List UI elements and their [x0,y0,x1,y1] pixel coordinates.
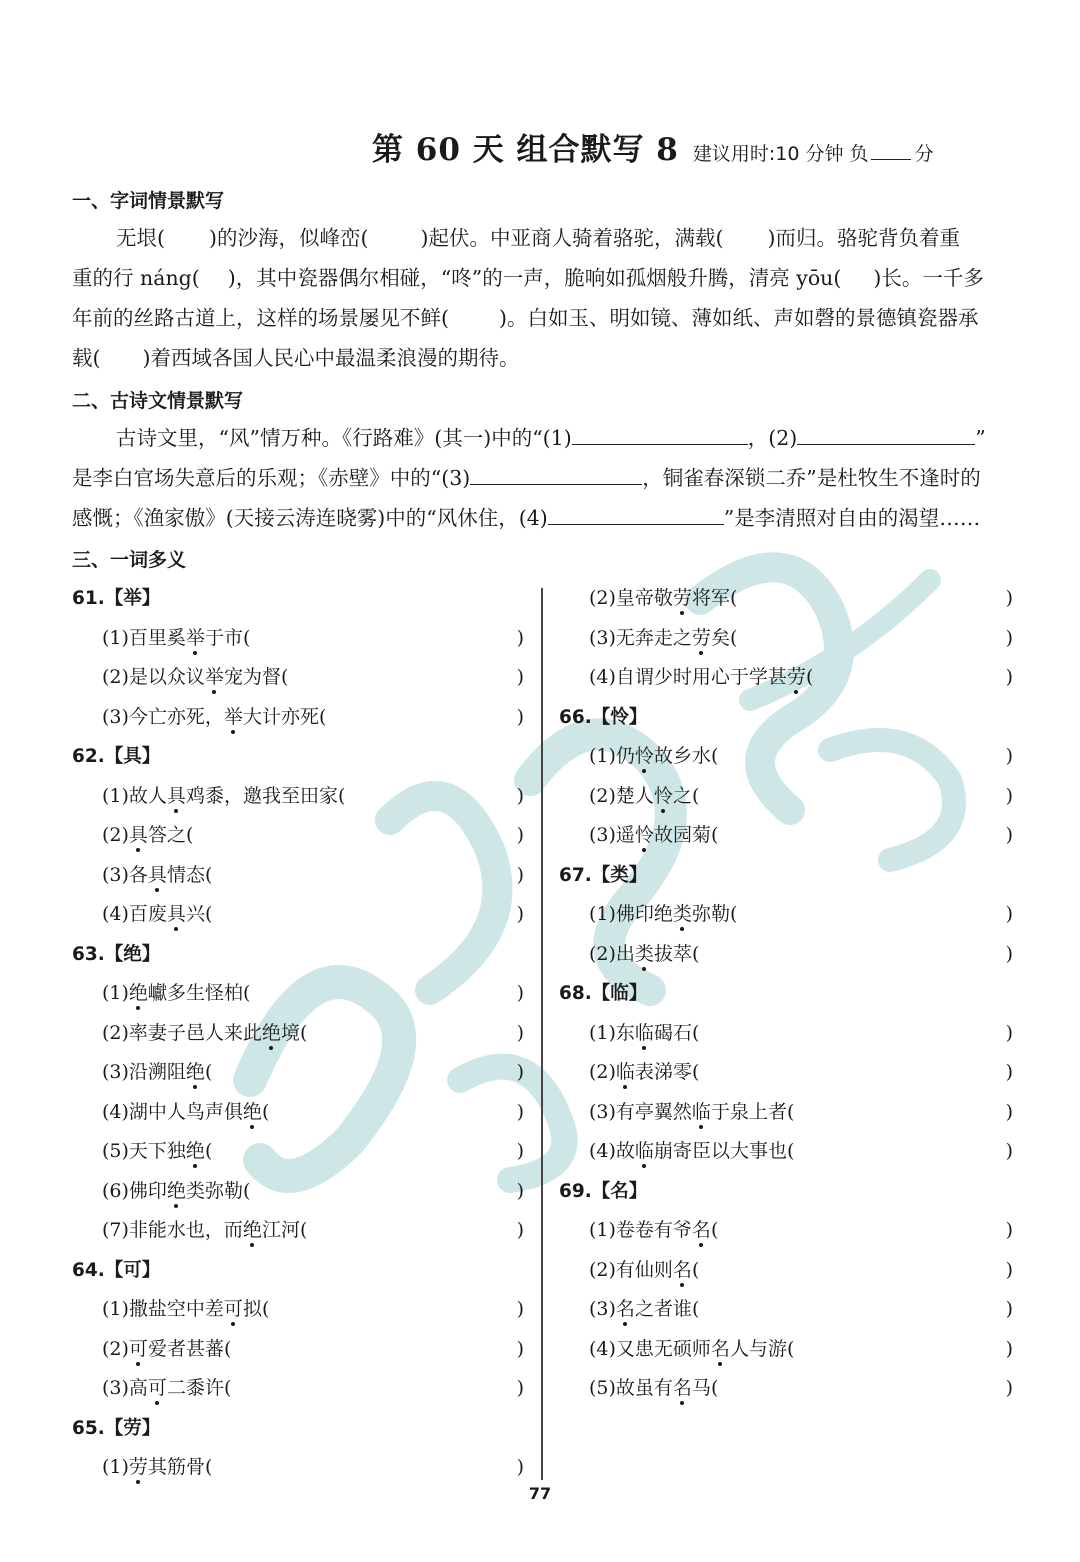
sense-item[interactable] [559,1093,1013,1133]
sense-item[interactable] [72,1290,524,1330]
sentence-text: (2)楚人 [589,784,654,807]
sense-item[interactable] [72,1014,524,1054]
sense-item[interactable] [559,737,1013,777]
keyword-dotted: 劳 [672,587,692,609]
sentence-text: 江河( [261,1219,308,1241]
sentence-text: 境( [280,1021,308,1044]
sentence-text: (4)自谓少时用心于学甚 [589,666,787,688]
sentence-text: 人与游( [729,1337,795,1360]
sense-item[interactable] [72,658,524,698]
answer-paren: ) [1005,587,1013,609]
keyword-dotted: 绝 [185,1140,205,1162]
sentence-text: ( [204,1140,213,1162]
sentence-text: ( [204,1061,213,1083]
keyword-dotted: 可 [223,1298,243,1320]
sentence-text: 二黍许( [166,1377,232,1399]
sentence-text: (1)佛印绝 [589,903,673,925]
sentence-text: 于市( [204,626,251,649]
answer-paren: ) [516,784,524,807]
sentence-text: (2) [589,1061,616,1083]
section2-paragraph [72,418,1012,538]
keyword-dotted: 劳 [691,626,711,649]
sentence-text: (5)天下独 [102,1140,186,1162]
keyword-dotted: 具 [147,863,167,886]
sentence-text: 马( [691,1377,719,1399]
sense-item[interactable] [559,1251,1013,1291]
answer-paren: ) [1005,1140,1013,1162]
answer-paren: ) [1005,745,1013,767]
sentence-text: 矣( [710,626,738,649]
sentence-text: 巘多生怪柏( [147,982,251,1004]
answer-paren: ) [516,1140,524,1162]
sense-item[interactable] [559,579,1013,619]
sentence-text: 兴( [185,903,213,925]
keyword-dotted: 具 [166,784,186,807]
sentence-text: (2)皇帝敬 [589,587,673,609]
keyword-dotted: 可 [128,1337,148,1360]
left-column [72,579,524,1488]
sense-item[interactable] [72,1369,524,1409]
answer-paren: ) [1005,903,1013,925]
keyword-dotted: 具 [166,903,186,925]
keyword-dotted: 具 [128,824,148,846]
sense-item[interactable] [559,816,1013,856]
answer-paren: ) [1005,666,1013,688]
keyword-dotted: 绝 [261,1021,281,1044]
sentence-text: (1) [102,1456,129,1478]
keyword-dotted: 劳 [128,1456,148,1478]
answer-paren: ) [516,705,524,728]
sentence-text: (3)各 [102,863,148,886]
sentence-text: (1)卷卷有爷 [589,1219,692,1241]
answer-paren: ) [516,1021,524,1044]
keyword-dotted: 怜 [634,745,654,767]
sentence-text: ( [805,666,814,688]
word-heading: 64.【可】 [72,1259,161,1281]
section1-paragraph [72,218,1012,378]
sense-item[interactable] [559,1211,1013,1251]
right-column [559,579,1013,1409]
sense-item[interactable] [559,1290,1013,1330]
sense-item[interactable] [72,777,524,817]
keyword-dotted: 名 [672,1258,692,1281]
keyword-dotted: 名 [615,1298,635,1320]
keyword-dotted: 名 [710,1337,730,1360]
keyword-dotted: 可 [147,1377,167,1399]
sentence-text: (2) [102,824,129,846]
keyword-dotted: 怜 [653,784,673,807]
sense-item[interactable] [72,1093,524,1133]
sentence-text: 拟( [242,1298,270,1320]
sense-item[interactable] [559,1369,1013,1409]
answer-paren: ) [1005,1100,1013,1123]
answer-paren: ) [516,863,524,886]
sentence-text: (4)湖中人鸟声俱 [102,1100,243,1123]
answer-paren: ) [516,1377,524,1399]
answer-paren: ) [1005,1377,1013,1399]
keyword-dotted: 类 [634,942,654,965]
answer-paren: ) [1005,626,1013,649]
sentence-text: 弥勒( [691,903,738,925]
page-title: 第 60 天 组合默写 8 [372,132,679,168]
score-blank[interactable] [871,141,911,160]
keyword-dotted: 临 [615,1061,635,1083]
answer-blank-3[interactable] [470,462,642,485]
answer-paren: ) [516,824,524,846]
paragraph-line: 载( )着西域各国人民心中最温柔浪漫的期待。 [72,346,520,370]
sentence-text: (3)无奔走之 [589,626,692,649]
sense-item[interactable] [72,1053,524,1093]
sentence-text: 情态( [166,863,213,886]
sense-item[interactable] [559,1053,1013,1093]
sentence-text: (2) [102,1337,129,1360]
keyword-dotted: 绝 [128,982,148,1004]
page-header [372,124,934,168]
word-heading: 62.【具】 [72,746,161,767]
answer-paren: ) [516,1219,524,1241]
paragraph-line: 年前的丝路古道上，这样的场景屡见不鲜( )。白如玉、明如镜、薄如纸、声如磬的景德镇瓷器承 [72,306,979,330]
suggested-time: 建议用时:10 分钟 负 [692,143,869,165]
word-heading: 67.【类】 [559,864,648,886]
answer-paren: ) [1005,1219,1013,1241]
column-divider [541,588,543,1480]
answer-paren: ) [516,903,524,925]
keyword-dotted: 举 [223,705,243,728]
answer-paren: ) [516,982,524,1004]
word-heading: 65.【劳】 [72,1417,161,1439]
answer-paren: ) [1005,942,1013,965]
sentence-text: 崩寄臣以大事也( [653,1140,795,1162]
answer-blank-1[interactable] [572,422,748,445]
sentence-text: (3)高 [102,1377,148,1399]
keyword-dotted: 名 [691,1219,711,1241]
sentence-text: (6)佛印 [102,1179,167,1202]
sense-item[interactable] [559,935,1013,975]
sense-item[interactable] [72,816,524,856]
answer-blank-4[interactable] [548,502,724,525]
answer-paren: ) [516,1061,524,1083]
sentence-text: (3) [589,1298,616,1320]
word-heading: 66.【怜】 [559,706,648,728]
sentence-text: (3)遥 [589,824,635,846]
sentence-text: (3)沿溯阻 [102,1061,186,1083]
sentence-text: (7)非能水也，而 [102,1219,243,1241]
sentence-text: ( [710,1219,719,1241]
paragraph-line: 重的行 náng( )，其中瓷器偶尔相碰，“咚”的一声，脆响如孤烟般升腾，清亮 yōu( )长。一千多 [72,266,984,290]
answer-paren: ) [516,1100,524,1123]
sentence-text: (1)仍 [589,745,635,767]
sense-item[interactable] [72,1132,524,1172]
sentence-text: 拔萃( [653,942,700,965]
keyword-dotted: 举 [204,666,224,688]
section3-heading: 三、一词多义 [72,549,187,571]
keyword-dotted: 临 [634,1140,654,1162]
answer-paren: ) [1005,1021,1013,1044]
keyword-dotted: 名 [672,1377,692,1399]
sentence-text: (1)百里奚 [102,626,186,649]
answer-paren: ) [1005,1258,1013,1281]
answer-paren: ) [516,1456,524,1478]
keyword-dotted: 类 [672,903,692,925]
answer-paren: ) [1005,824,1013,846]
answer-paren: ) [516,1337,524,1360]
word-heading: 68.【临】 [559,983,648,1004]
sense-item[interactable] [72,895,524,935]
sentence-text: (2)率妻子邑人来此 [102,1021,262,1044]
sentence-text: (1)东 [589,1021,635,1044]
sense-item[interactable] [72,1172,524,1212]
sentence-text: (2)是以众议 [102,666,205,688]
sentence-text: (1)故人 [102,784,167,807]
sentence-text: (4)百废 [102,903,167,925]
sentence-text: (5)故虽有 [589,1377,673,1399]
sentence-text: (2)出 [589,942,635,965]
sentence-text: 宠为督( [223,666,289,688]
keyword-dotted: 劳 [786,666,806,688]
answer-blank-2[interactable] [797,422,975,445]
sense-item[interactable] [72,1448,524,1488]
sentence-text: ( [261,1100,270,1123]
sense-item[interactable] [559,1014,1013,1054]
paragraph-line: 感慨；《渔家傲》(天接云涛连晓雾)中的“风休住，(4) ”是李清照对自由的渴望…… [72,498,1012,538]
sense-item[interactable] [559,658,1013,698]
keyword-dotted: 临 [691,1100,711,1123]
keyword-dotted: 绝 [242,1219,262,1241]
answer-paren: ) [516,666,524,688]
sense-item[interactable] [559,619,1013,659]
sentence-text: 于泉上者( [710,1100,795,1123]
sentence-text: (3)今亡亦死， [102,705,224,728]
sentence-text: 鸡黍，邀我至田家( [185,784,346,807]
sentence-text: (4)又患无硕师 [589,1337,711,1360]
keyword-dotted: 临 [634,1021,654,1044]
sentence-text: (4)故 [589,1140,635,1162]
section1-heading: 一、字词情景默写 [72,190,225,212]
sentence-text: 爱者甚蕃( [147,1337,232,1360]
sentence-text: (3)有亭翼然 [589,1100,692,1123]
sense-item[interactable] [559,1330,1013,1370]
score-unit: 分 [914,143,934,165]
sentence-text: 表涕零( [634,1061,700,1083]
sense-item[interactable] [559,1132,1013,1172]
sentence-text: (1) [102,982,129,1004]
sense-item[interactable] [72,856,524,896]
sentence-text: 答之( [147,824,194,846]
word-heading: 63.【绝】 [72,943,161,965]
sentence-text: 其筋骨( [147,1456,213,1478]
sentence-text: 之者谁( [634,1298,700,1320]
sentence-text: 故园菊( [653,824,719,846]
sense-item[interactable] [559,895,1013,935]
answer-paren: ) [516,626,524,649]
answer-paren: ) [1005,1337,1013,1360]
answer-paren: ) [1005,1061,1013,1083]
sentence-text: 将军( [691,587,738,609]
section2-heading: 二、古诗文情景默写 [72,390,244,412]
word-heading: 69.【名】 [559,1180,648,1202]
answer-paren: ) [516,1179,524,1202]
sense-item[interactable] [72,974,524,1014]
answer-paren: ) [516,1298,524,1320]
paragraph-line: 是李白官场失意后的乐观；《赤壁》中的“(3) ，铜雀春深锁二乔”是杜牧生不逢时的 [72,458,1012,498]
answer-paren: ) [1005,784,1013,807]
sentence-text: 类弥勒( [185,1179,251,1202]
sense-item[interactable] [72,1330,524,1370]
sense-item[interactable] [72,1211,524,1251]
word-heading: 61.【举】 [72,588,161,609]
paragraph-line: 无垠( )的沙海，似峰峦( )起伏。中亚商人骑着骆驼，满载( )而归。骆驼背负着重 [116,226,960,250]
keyword-dotted: 举 [185,626,205,649]
sentence-text: 碣石( [653,1021,700,1044]
sentence-text: 大计亦死( [242,705,327,728]
keyword-dotted: 怜 [634,824,654,846]
paragraph-line: 古诗文里，“风”情万种。《行路难》(其一)中的“(1) ，(2) ” [72,418,1012,458]
sentence-text: (1)撒盐空中差 [102,1298,224,1320]
sense-item[interactable] [559,777,1013,817]
sentence-text: 之( [672,784,700,807]
sense-item[interactable] [72,619,524,659]
sense-item[interactable] [72,698,524,738]
keyword-dotted: 绝 [166,1179,186,1202]
page-number: 77 [528,1484,552,1503]
sentence-text: ( [691,1258,700,1281]
answer-paren: ) [1005,1298,1013,1320]
sentence-text: 故乡水( [653,745,719,767]
sentence-text: (2)有仙则 [589,1258,673,1281]
keyword-dotted: 绝 [242,1100,262,1123]
keyword-dotted: 绝 [185,1061,205,1083]
